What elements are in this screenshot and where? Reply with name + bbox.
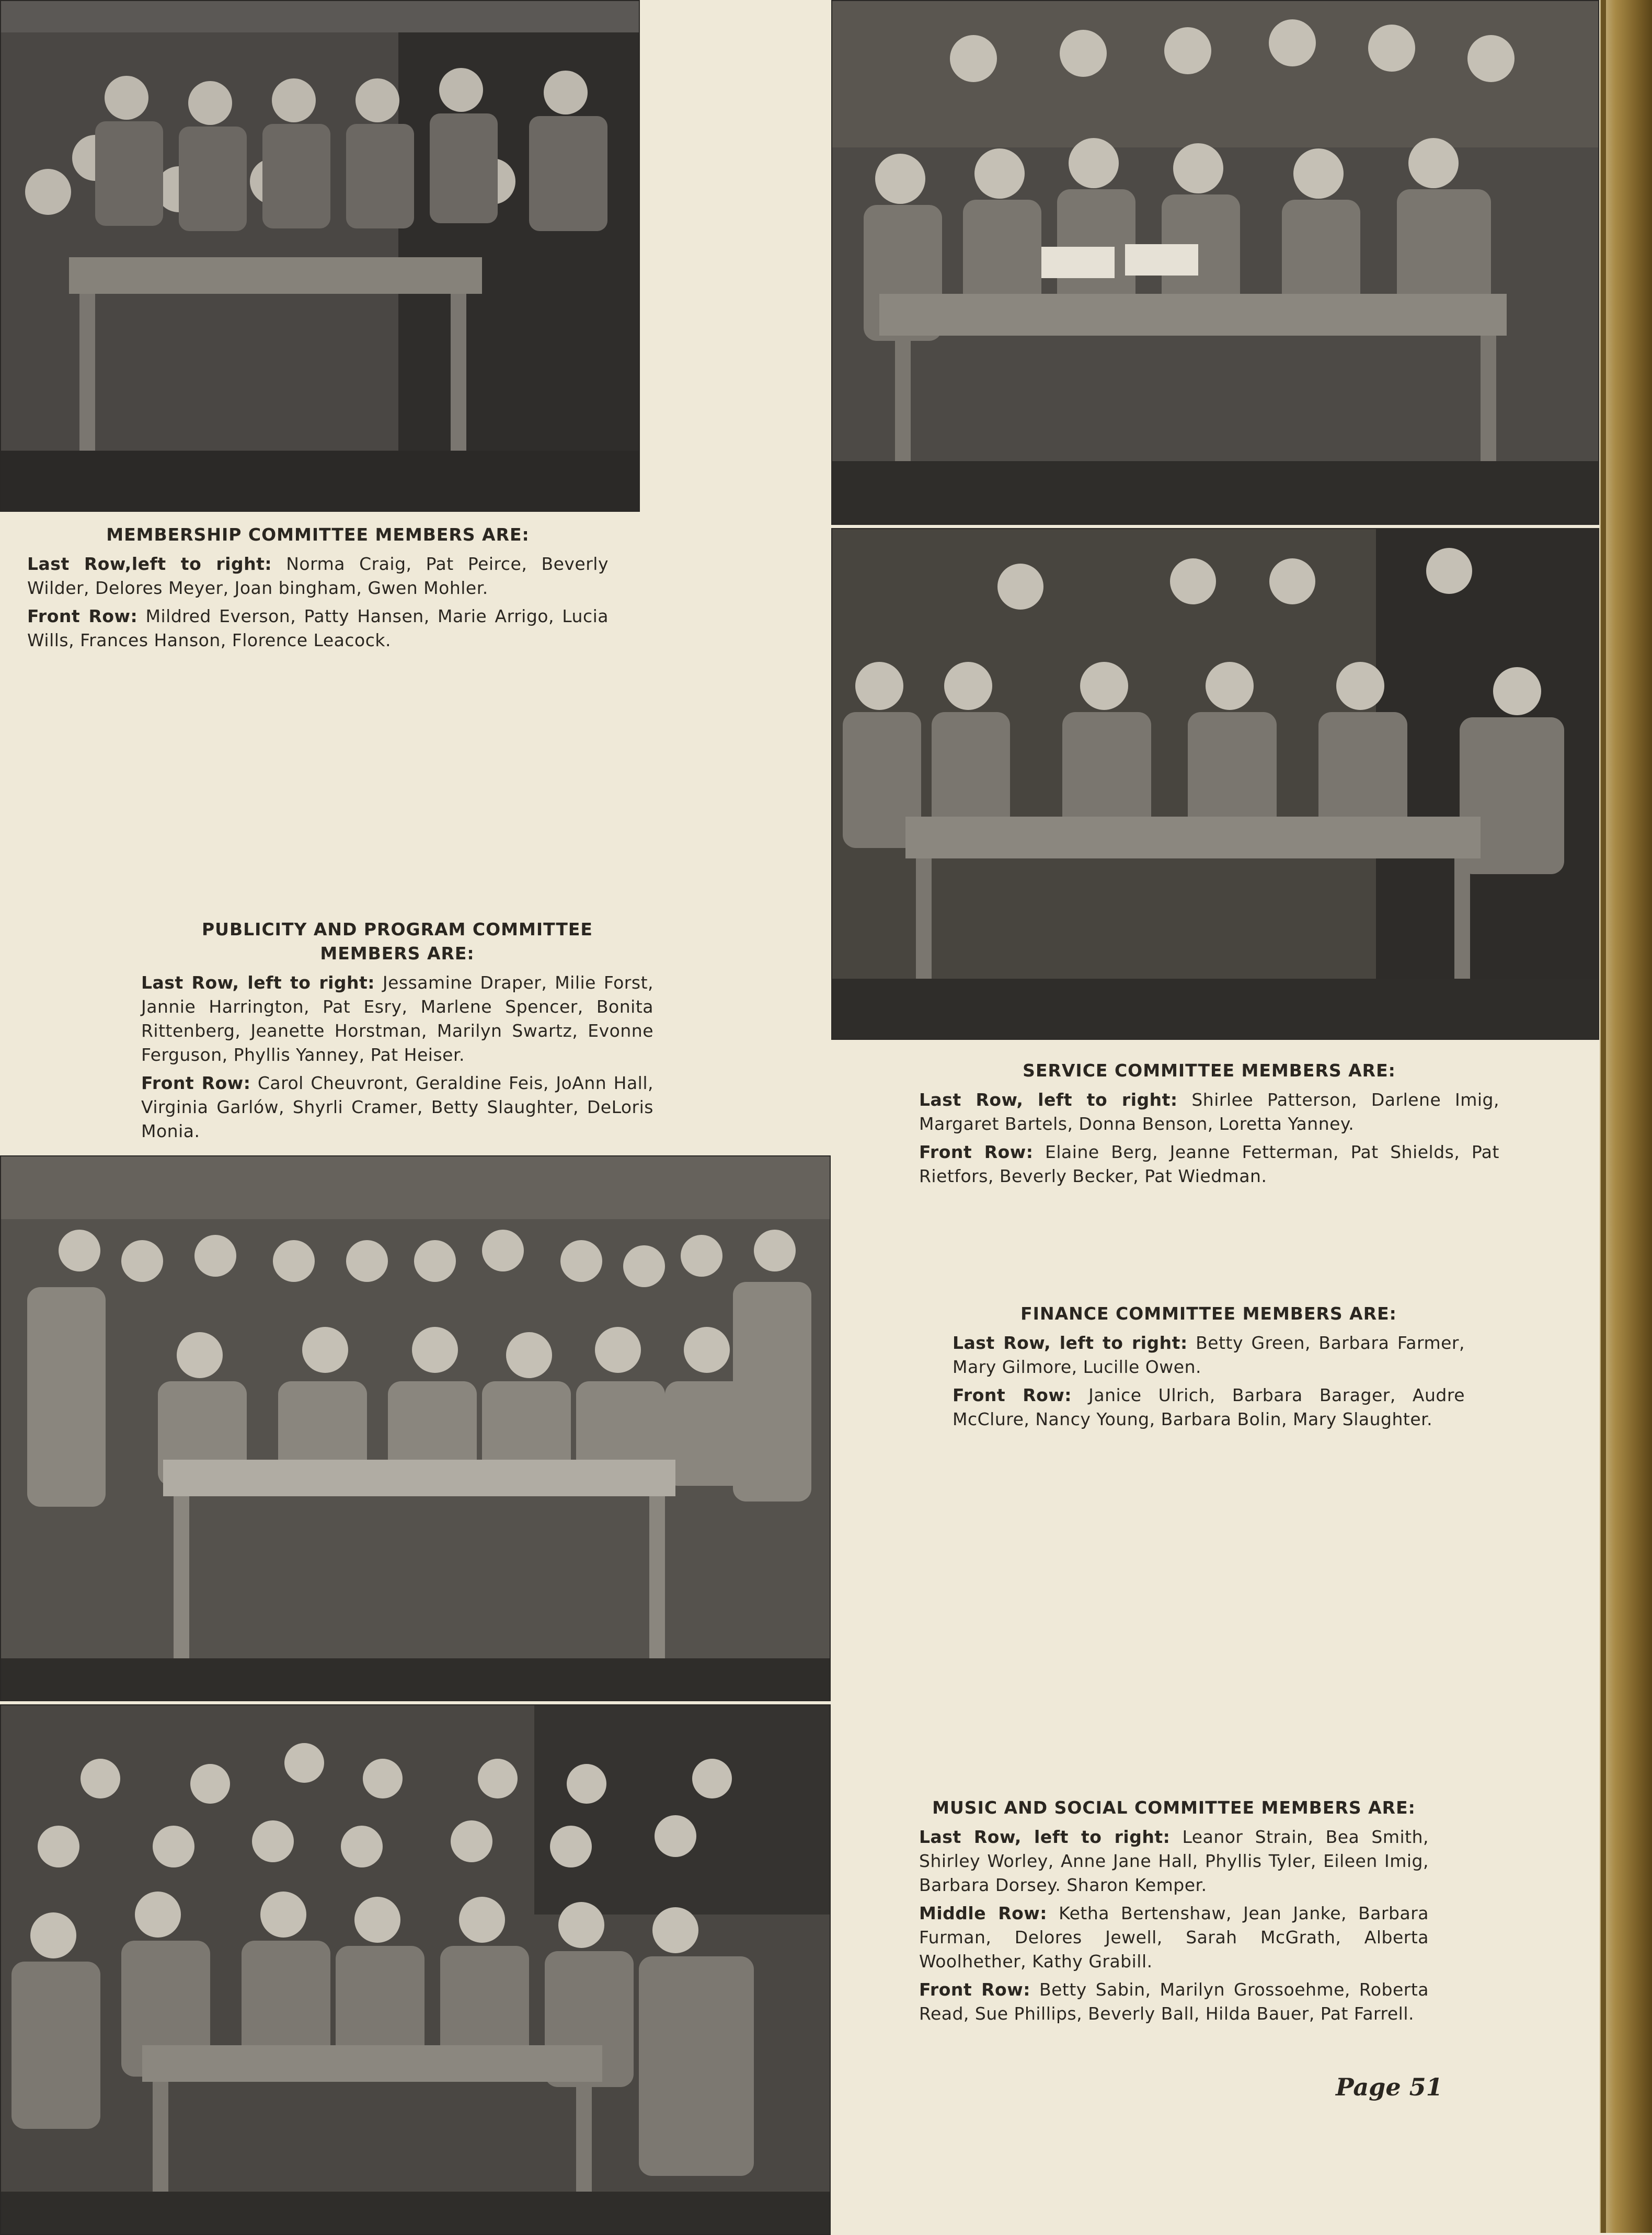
row-names: Mildred Everson, Patty Hansen, Marie Arrigo, Lucia Wills, Frances Hanson, Florence Leacock.: [27, 606, 609, 650]
music-title: MUSIC AND SOCIAL COMMITTEE MEMBERS ARE:: [932, 1797, 1416, 1818]
finance-last-row: [953, 1331, 1465, 1379]
publicity-title-line1: PUBLICITY AND PROGRAM COMMITTEE: [202, 919, 593, 939]
publicity-photo: [0, 1155, 831, 1701]
row-names: Shirlee Patterson, Darlene Imig, Margaret Bartels, Donna Benson, Loretta Yanney.: [919, 1090, 1499, 1134]
row-label: Last Row, left to right:: [919, 1090, 1178, 1110]
membership-photo: [0, 0, 640, 512]
group-photo-image: [1, 1156, 830, 1700]
music-social-photo: [0, 1704, 831, 2235]
publicity-title-line2: MEMBERS ARE:: [320, 943, 475, 964]
publicity-title: [141, 918, 653, 966]
row-names: Elaine Berg, Jeanne Fetterman, Pat Shields, Pat Rietfors, Beverly Becker, Pat Wiedman.: [919, 1142, 1499, 1186]
publicity-front-row: [141, 1071, 653, 1143]
membership-front-row: [27, 604, 609, 652]
membership-caption: [27, 523, 609, 657]
service-title: SERVICE COMMITTEE MEMBERS ARE:: [1023, 1060, 1396, 1081]
service-front-row: [919, 1140, 1499, 1188]
service-photo-top: [831, 0, 1599, 525]
group-photo-image: [832, 1, 1598, 524]
row-label: Front Row:: [919, 1142, 1034, 1162]
row-names: Leanor Strain, Bea Smith, Shirley Worley, Anne Jane Hall, Phyllis Tyler, Eileen Imig, Barbara Dorsey. Sharon Kemper.: [919, 1827, 1429, 1895]
service-caption: [919, 1059, 1499, 1193]
service-last-row: [919, 1088, 1499, 1136]
row-label: Front Row:: [141, 1073, 251, 1093]
row-names: Betty Sabin, Marilyn Grossoehme, Roberta Read, Sue Phillips, Beverly Ball, Hilda Bauer, Pat Farrell.: [919, 1979, 1429, 2024]
page-edge: [1600, 0, 1652, 2233]
row-names: Jessamine Draper, Milie Forst, Jannie Harrington, Pat Esry, Marlene Spencer, Bonita Rittenberg, Jeanette Horstman, Marilyn Swartz, Evonne Ferguson, Phyllis Yanney, Pat Heiser.: [141, 972, 653, 1065]
group-photo-image: [1, 1705, 830, 2234]
music-last-row: [919, 1825, 1429, 1897]
finance-title: FINANCE COMMITTEE MEMBERS ARE:: [1020, 1303, 1397, 1324]
row-label: Last Row, left to right:: [141, 972, 375, 993]
page-edge-line: [1601, 0, 1606, 2233]
music-caption: [919, 1796, 1429, 2030]
music-front-row: [919, 1978, 1429, 2026]
row-names: Norma Craig, Pat Peirce, Beverly Wilder, Delores Meyer, Joan bingham, Gwen Mohler.: [27, 554, 609, 598]
group-photo-image: [1, 1, 639, 511]
publicity-last-row: [141, 971, 653, 1067]
row-names: Betty Green, Barbara Farmer, Mary Gilmore, Lucille Owen.: [953, 1333, 1465, 1377]
group-photo-image: [832, 529, 1598, 1039]
row-label: Last Row, left to right:: [919, 1827, 1171, 1847]
row-names: Janice Ulrich, Barbara Barager, Audre McClure, Nancy Young, Barbara Bolin, Mary Slaughter.: [953, 1385, 1465, 1429]
membership-title: MEMBERSHIP COMMITTEE MEMBERS ARE:: [106, 524, 530, 545]
row-label: Front Row:: [953, 1385, 1072, 1405]
finance-caption: [953, 1302, 1465, 1436]
row-label: Middle Row:: [919, 1903, 1047, 1923]
publicity-caption: [141, 918, 653, 1148]
row-label: Front Row:: [919, 1979, 1030, 2000]
row-label: Last Row, left to right:: [953, 1333, 1188, 1353]
finance-front-row: [953, 1383, 1465, 1431]
membership-last-row: [27, 552, 609, 600]
music-middle-row: [919, 1901, 1429, 1974]
row-label: Front Row:: [27, 606, 138, 626]
page-number: Page 51: [1336, 2073, 1443, 2101]
row-names: Ketha Bertenshaw, Jean Janke, Barbara Furman, Delores Jewell, Sarah McGrath, Alberta Woolhether, Kathy Grabill.: [919, 1903, 1429, 1972]
row-label: Last Row,left to right:: [27, 554, 272, 574]
row-names: Carol Cheuvront, Geraldine Feis, JoAnn Hall, Virginia Garlów, Shyrli Cramer, Betty Slaughter, DeLoris Monia.: [141, 1073, 653, 1141]
service-photo-bottom: [831, 528, 1599, 1040]
